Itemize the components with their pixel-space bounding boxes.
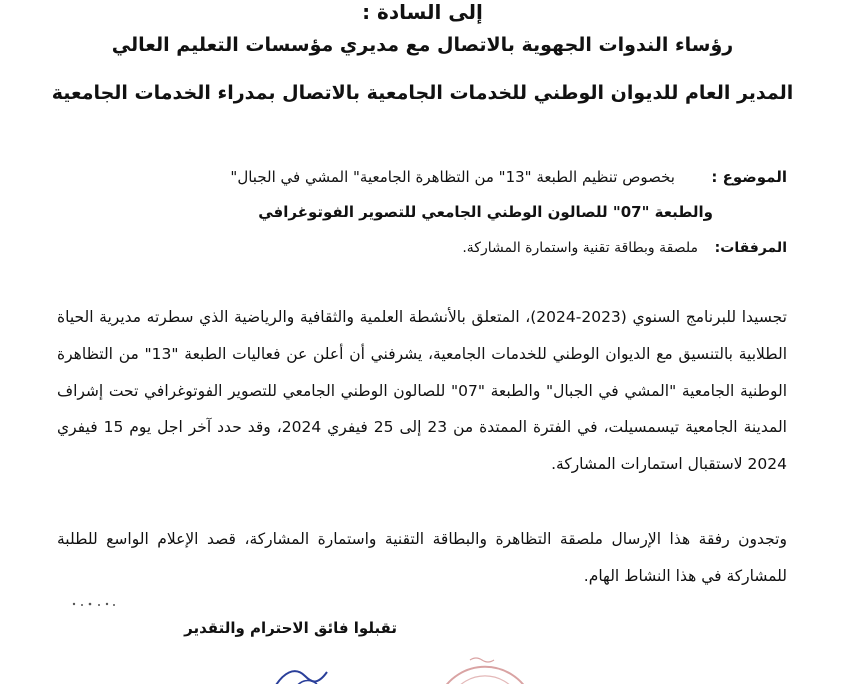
attachments-text: ملصقة وبطاقة تقنية واستمارة المشاركة.: [462, 240, 698, 256]
recipient-line-director-general: المدير العام للديوان الوطني للخدمات الجامعية بالاتصال بمدراء الخدمات الجامعية: [51, 82, 794, 104]
closing-salutation: تقبلوا فائق الاحترام والتقدير: [184, 619, 397, 637]
subject-line-1: بخصوص تنظيم الطبعة "13" من التظاهرة الجامعية" المشي في الجبال": [230, 168, 675, 186]
body-paragraph-1: تجسيدا للبرنامج السنوي (2023-2024)، المتعلق بالأنشطة العلمية والثقافية والرياضية الذي سطرته مديرية الحياة الطلابية بالتنسيق مع الديوان الوطني للخدمات الجامعية، يشرفني أن أعلن عن فعاليات الطبعة "13" من التظاهرة الوطنية الجامعية "المشي في الجبال" والطبعة "07" للصالون الوطني الجامعي للتصوير الفوتوغرافي تحت إشراف المدينة الجامعية تيسمسيلت، في الفترة الممتدة من 23 إلى 25 فيفري 2024، وقد حدد آخر اجل يوم 15 فيفري 2024 لاستقبال استمارات المشاركة.: [57, 308, 788, 474]
official-stamp: [430, 640, 540, 684]
recipient-line-regional-conferences: رؤساء الندوات الجهوية بالاتصال مع مديري مؤسسات التعليم العالي: [111, 34, 734, 56]
subject-label: الموضوع :: [711, 168, 787, 186]
attachments-label: المرفقات:: [714, 240, 787, 256]
body-paragraph-2: وتجدون رفقة هذا الإرسال ملصقة التظاهرة والبطاقة التقنية واستمارة المشاركة، قصد الإعلام الواسع للطلبة للمشاركة في هذا النشاط الهام.: [57, 530, 787, 585]
handwritten-signature: [265, 662, 345, 684]
subject-line-2: والطبعة "07" للصالون الوطني الجامعي للتصوير الفوتوغرافي: [258, 203, 713, 221]
addressee-title: إلى السادة :: [362, 0, 483, 24]
scan-artifact-dots: [68, 594, 118, 610]
